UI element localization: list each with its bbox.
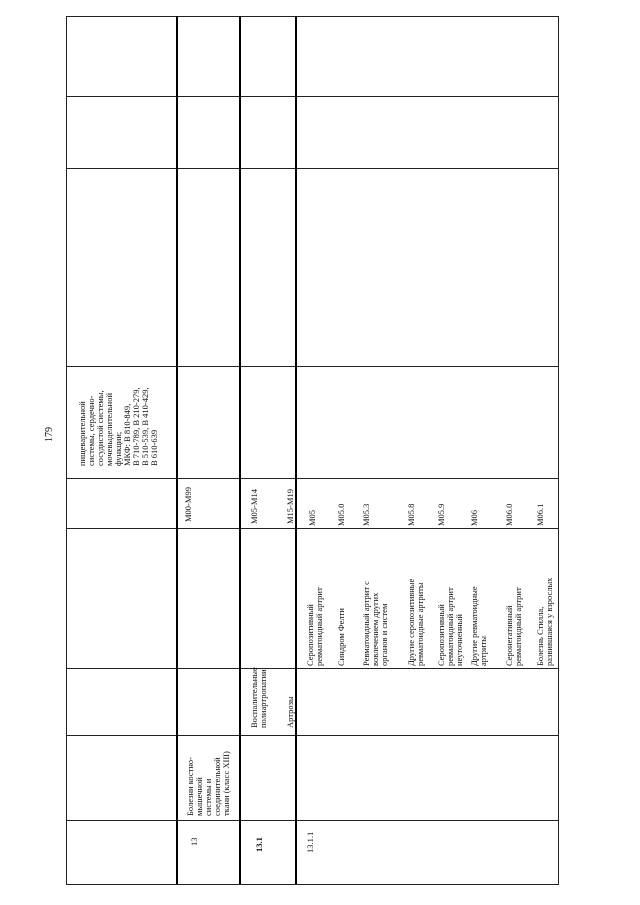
row-13-number: 13	[189, 837, 199, 846]
row-divider	[558, 16, 559, 884]
diagnosis-name: Ревматоидный артрит с вовлечением других органов и систем	[361, 581, 389, 666]
col-divider	[66, 96, 559, 97]
diagnosis-name: Серопозитивный ревматоидный артрит неуточненный	[436, 587, 464, 666]
col-divider	[66, 528, 559, 529]
diagnosis-name: Синдром Фелти	[336, 608, 346, 666]
table-border-bottom	[66, 884, 559, 885]
diagnosis-code: M06.1	[535, 503, 545, 526]
row-divider	[66, 16, 67, 884]
diagnosis-name: Болезнь Стилла, развившаяся у взрослых	[535, 577, 554, 666]
row-divider	[176, 16, 178, 884]
diagnosis-code: M05.8	[406, 503, 416, 526]
diagnosis-code: M05.0	[336, 503, 346, 526]
row-13-name: Болезни костно- мышечной системы и соединительной ткани (класс XIII)	[185, 751, 231, 816]
row-divider	[239, 16, 241, 884]
row-13-1-codes: M05-M14	[249, 489, 259, 524]
diagnosis-name: Другие ревматоидные артриты	[469, 586, 488, 666]
diagnosis-code: M06	[469, 509, 479, 526]
diagnosis-code: M06.0	[504, 503, 514, 526]
row-13-1-number: 13.1	[254, 837, 264, 852]
diagnosis-code: M05.9	[436, 503, 446, 526]
col-divider	[66, 820, 559, 821]
row-13-1-name2: Артрозы	[285, 696, 295, 728]
diagnosis-name: Другие серопозитивные ревматоидные артриты	[406, 578, 425, 666]
row-13-1-codes2: M15-M19	[285, 489, 295, 524]
row-divider	[295, 16, 297, 884]
col-divider	[66, 668, 559, 669]
table-border-top	[66, 16, 559, 17]
row-13-1-1-number: 13.1.1	[305, 831, 315, 853]
col-divider	[66, 735, 559, 736]
col-divider	[66, 478, 559, 479]
continuation-text: пищеварительной системы, сердечно- сосудистой системы, мочевыделительной функции; МКФ: В 810-849, В 710-789, В 210-279, В 510-539, В 410-429, В 610-639	[77, 387, 159, 466]
diagnosis-name: Серонегативный ревматоидный артрит	[504, 587, 523, 666]
row-13-1-name: Воспалительные полиартропатии	[249, 667, 268, 728]
diagnosis-code: M05.3	[361, 503, 371, 526]
diagnosis-code: M05	[307, 509, 317, 526]
diagnosis-name: Серопозитивный ревматоидный артрит	[305, 587, 324, 666]
row-13-codes: M00-M99	[183, 487, 193, 522]
col-divider	[66, 366, 559, 367]
page-number: 179	[44, 427, 55, 442]
col-divider	[66, 168, 559, 169]
